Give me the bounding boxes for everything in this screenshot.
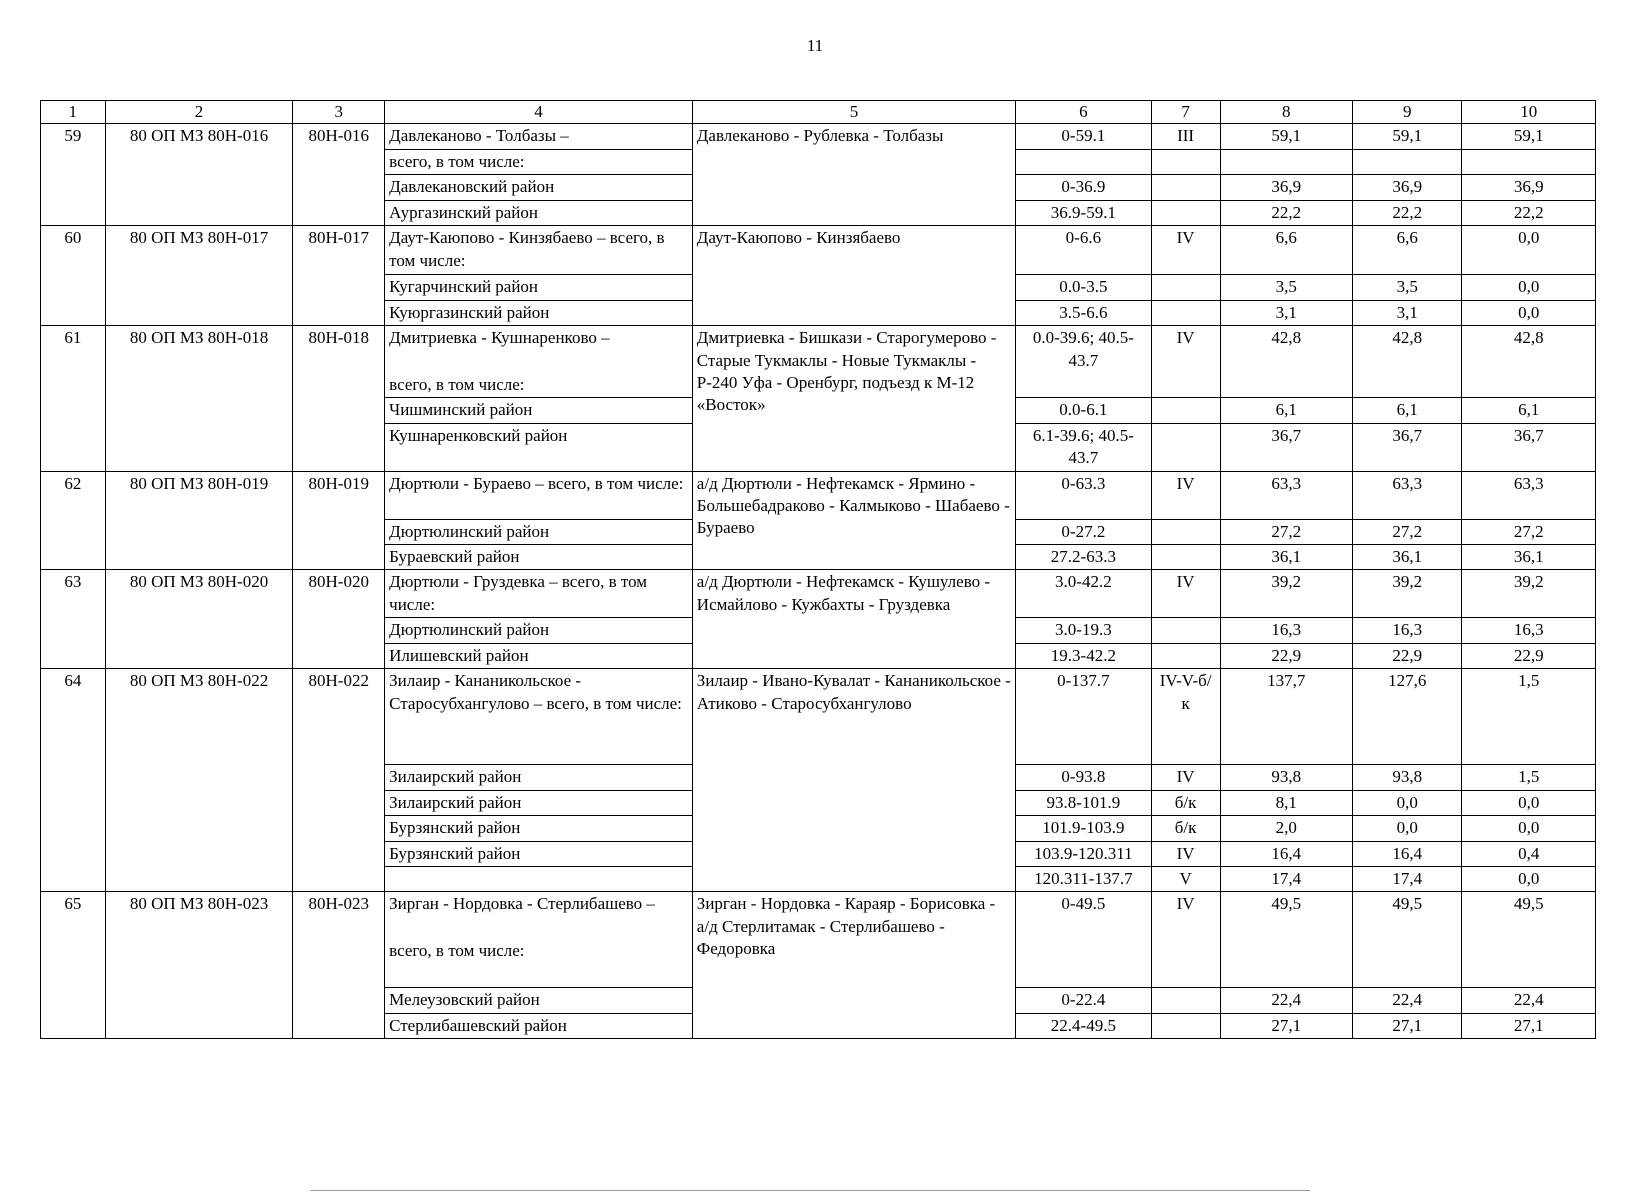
- value-cell-c10: 36,9: [1462, 175, 1596, 200]
- value-cell-c7: [1151, 275, 1220, 300]
- header-cell: 6: [1016, 101, 1152, 124]
- value-cell-c10: 0,4: [1462, 841, 1596, 866]
- road-code-cell: 80 ОП МЗ 80Н-017: [105, 226, 293, 326]
- road-name-cell: [385, 326, 693, 398]
- value-cell-c10: 1,5: [1462, 765, 1596, 790]
- road-name-text: Дюртюлинский район: [389, 521, 550, 541]
- value-cell-c7: IV: [1151, 570, 1220, 618]
- road-name-text: всего, в том числе:: [389, 940, 525, 960]
- road-name-text: Давлеканово - Толбазы –: [389, 126, 569, 146]
- value-cell-c10: 59,1: [1462, 124, 1596, 149]
- value-cell-c10: 49,5: [1462, 892, 1596, 988]
- road-name-text: Илишевский район: [389, 645, 529, 665]
- value-cell-c9: [1352, 149, 1462, 174]
- road-name-cell: [385, 816, 693, 841]
- value-cell-c7: [1151, 300, 1220, 325]
- value-cell-c9: 3,5: [1352, 275, 1462, 300]
- value-cell-c6: 0-59.1: [1016, 124, 1152, 149]
- road-name-text: Аургазинский район: [389, 202, 538, 222]
- road-code-cell: 80 ОП МЗ 80Н-020: [105, 570, 293, 669]
- value-cell-c10: 6,1: [1462, 398, 1596, 423]
- value-cell-c6: 0.0-6.1: [1016, 398, 1152, 423]
- value-cell-c9: 22,4: [1352, 988, 1462, 1013]
- header-cell: 3: [293, 101, 385, 124]
- road-code-cell: 80 ОП МЗ 80Н-019: [105, 471, 293, 570]
- value-cell-c10: 1,5: [1462, 669, 1596, 765]
- value-cell-c7: IV: [1151, 326, 1220, 398]
- header-cell: 5: [692, 101, 1015, 124]
- road-name-cell: [385, 765, 693, 790]
- value-cell-c7: [1151, 544, 1220, 569]
- value-cell-c8: 6,6: [1220, 226, 1352, 275]
- road-name-text: Бурзянский район: [389, 818, 521, 838]
- road-name-cell: [385, 669, 693, 765]
- value-cell-c8: [1220, 149, 1352, 174]
- value-cell-c8: 42,8: [1220, 326, 1352, 398]
- road-code-cell: 80 ОП МЗ 80Н-018: [105, 326, 293, 471]
- value-cell-c7: IV: [1151, 226, 1220, 275]
- value-cell-c8: 3,1: [1220, 300, 1352, 325]
- road-name-cell: [385, 175, 693, 200]
- road-name-text: Дюртюли - Груздевка – всего, в том числе:: [389, 572, 648, 614]
- scan-edge-line: [310, 1190, 1310, 1191]
- value-cell-c10: 63,3: [1462, 471, 1596, 519]
- value-cell-c6: 0.0-39.6; 40.5-43.7: [1016, 326, 1152, 398]
- value-cell-c8: 39,2: [1220, 570, 1352, 618]
- road-name-cell: [385, 988, 693, 1013]
- road-short-code-cell: 80Н-022: [293, 669, 385, 892]
- value-cell-c6: 103.9-120.311: [1016, 841, 1152, 866]
- value-cell-c6: 22.4-49.5: [1016, 1013, 1152, 1038]
- value-cell-c6: 101.9-103.9: [1016, 816, 1152, 841]
- value-cell-c9: 36,7: [1352, 423, 1462, 471]
- value-cell-c7: III: [1151, 124, 1220, 149]
- route-description-cell: Даут-Каюпово - Кинзябаево: [692, 226, 1015, 326]
- road-code-cell: 80 ОП МЗ 80Н-023: [105, 892, 293, 1039]
- road-name-cell: [385, 570, 693, 618]
- value-cell-c9: 0,0: [1352, 816, 1462, 841]
- value-cell-c7: IV-V-б/к: [1151, 669, 1220, 765]
- value-cell-c9: 36,1: [1352, 544, 1462, 569]
- value-cell-c7: б/к: [1151, 790, 1220, 815]
- value-cell-c7: [1151, 149, 1220, 174]
- road-code-cell: 80 ОП МЗ 80Н-016: [105, 124, 293, 226]
- table-row: [41, 226, 1596, 275]
- road-name-cell: [385, 300, 693, 325]
- route-description-cell: Зилаир - Ивано-Кувалат - Кананикольское - Атиково - Старосубхангулово: [692, 669, 1015, 892]
- value-cell-c7: [1151, 618, 1220, 643]
- value-cell-c10: 27,1: [1462, 1013, 1596, 1038]
- value-cell-c10: 42,8: [1462, 326, 1596, 398]
- spacer: [389, 350, 688, 374]
- table-row: [41, 124, 1596, 149]
- road-short-code-cell: 80Н-017: [293, 226, 385, 326]
- value-cell-c9: 93,8: [1352, 765, 1462, 790]
- value-cell-c6: 6.1-39.6; 40.5-43.7: [1016, 423, 1152, 471]
- header-cell: 1: [41, 101, 106, 124]
- road-name-text: Кугарчинский район: [389, 277, 539, 297]
- road-name-cell: [385, 643, 693, 668]
- route-description-cell: Давлеканово - Рублевка - Толбазы: [692, 124, 1015, 226]
- value-cell-c10: 0,0: [1462, 275, 1596, 300]
- row-number-cell: 65: [41, 892, 106, 1039]
- road-name-cell: [385, 544, 693, 569]
- header-cell: 8: [1220, 101, 1352, 124]
- value-cell-c7: IV: [1151, 471, 1220, 519]
- road-name-text: Бураевский район: [389, 546, 520, 566]
- value-cell-c7: IV: [1151, 841, 1220, 866]
- value-cell-c8: 93,8: [1220, 765, 1352, 790]
- value-cell-c8: 59,1: [1220, 124, 1352, 149]
- route-description-cell: а/д Дюртюли - Нефтекамск - Ярмино - Большебадраково - Калмыково - Шабаево - Бураево: [692, 471, 1015, 570]
- value-cell-c6: 0-22.4: [1016, 988, 1152, 1013]
- value-cell-c7: [1151, 1013, 1220, 1038]
- value-cell-c8: 49,5: [1220, 892, 1352, 988]
- table-row: [41, 570, 1596, 618]
- value-cell-c10: 27,2: [1462, 519, 1596, 544]
- value-cell-c8: 17,4: [1220, 867, 1352, 892]
- value-cell-c9: 63,3: [1352, 471, 1462, 519]
- value-cell-c8: 22,9: [1220, 643, 1352, 668]
- road-name-text: Дюртюлинский район: [389, 620, 550, 640]
- road-name-cell: [385, 1013, 693, 1038]
- road-name-text: Бурзянский район: [389, 843, 521, 863]
- road-name-cell: [385, 124, 693, 149]
- table-row: [41, 669, 1596, 765]
- road-name-cell: [385, 618, 693, 643]
- header-row: [41, 101, 1596, 124]
- road-name-cell: [385, 790, 693, 815]
- value-cell-c6: 120.311-137.7: [1016, 867, 1152, 892]
- road-short-code-cell: 80Н-018: [293, 326, 385, 471]
- header-cell: 4: [385, 101, 693, 124]
- road-name-cell: [385, 892, 693, 988]
- value-cell-c10: 36,1: [1462, 544, 1596, 569]
- value-cell-c9: 16,4: [1352, 841, 1462, 866]
- road-name-cell: [385, 471, 693, 519]
- value-cell-c7: [1151, 175, 1220, 200]
- value-cell-c6: 3.0-19.3: [1016, 618, 1152, 643]
- road-code-cell: 80 ОП МЗ 80Н-022: [105, 669, 293, 892]
- value-cell-c7: б/к: [1151, 816, 1220, 841]
- value-cell-c9: 16,3: [1352, 618, 1462, 643]
- road-name-text: всего, в том числе:: [389, 151, 525, 171]
- road-name-text: Стерлибашевский район: [389, 1015, 567, 1035]
- value-cell-c9: 22,2: [1352, 200, 1462, 225]
- route-description-cell: а/д Дюртюли - Нефтекамск - Кушулево - Исмайлово - Кужбахты - Груздевка: [692, 570, 1015, 669]
- header-cell: 7: [1151, 101, 1220, 124]
- value-cell-c6: 93.8-101.9: [1016, 790, 1152, 815]
- road-short-code-cell: 80Н-023: [293, 892, 385, 1039]
- road-name-cell: [385, 398, 693, 423]
- road-short-code-cell: 80Н-019: [293, 471, 385, 570]
- value-cell-c6: 0-6.6: [1016, 226, 1152, 275]
- road-name-text: Дюртюли - Бураево – всего, в том числе:: [389, 473, 684, 493]
- value-cell-c10: 0,0: [1462, 816, 1596, 841]
- road-name-cell: [385, 841, 693, 866]
- value-cell-c9: 127,6: [1352, 669, 1462, 765]
- table-row: [41, 892, 1596, 988]
- road-name-cell: [385, 200, 693, 225]
- value-cell-c6: 0.0-3.5: [1016, 275, 1152, 300]
- value-cell-c6: 19.3-42.2: [1016, 643, 1152, 668]
- value-cell-c7: [1151, 643, 1220, 668]
- road-name-text: Зилаирский район: [389, 792, 522, 812]
- value-cell-c8: 16,4: [1220, 841, 1352, 866]
- value-cell-c8: 6,1: [1220, 398, 1352, 423]
- road-name-text: Куюргазинский район: [389, 302, 550, 322]
- value-cell-c7: [1151, 423, 1220, 471]
- table-row: [41, 471, 1596, 519]
- road-name-text: Зилаирский район: [389, 767, 522, 787]
- road-name-text: Мелеузовский район: [389, 990, 540, 1010]
- road-name-text: Давлекановский район: [389, 177, 555, 197]
- row-number-cell: 61: [41, 326, 106, 471]
- row-number-cell: 62: [41, 471, 106, 570]
- value-cell-c9: 39,2: [1352, 570, 1462, 618]
- row-number-cell: 60: [41, 226, 106, 326]
- value-cell-c7: IV: [1151, 892, 1220, 988]
- road-name-text: Зилаир - Кананикольское - Старосубхангулово – всего, в том числе:: [389, 671, 682, 713]
- value-cell-c9: 42,8: [1352, 326, 1462, 398]
- value-cell-c6: 36.9-59.1: [1016, 200, 1152, 225]
- page-number: 11: [806, 36, 824, 55]
- value-cell-c9: 3,1: [1352, 300, 1462, 325]
- value-cell-c10: [1462, 149, 1596, 174]
- value-cell-c10: 0,0: [1462, 300, 1596, 325]
- value-cell-c10: 0,0: [1462, 867, 1596, 892]
- value-cell-c8: 16,3: [1220, 618, 1352, 643]
- value-cell-c6: 0-27.2: [1016, 519, 1152, 544]
- value-cell-c7: [1151, 519, 1220, 544]
- value-cell-c8: 36,7: [1220, 423, 1352, 471]
- header-cell: 9: [1352, 101, 1462, 124]
- value-cell-c8: 2,0: [1220, 816, 1352, 841]
- value-cell-c6: 0-93.8: [1016, 765, 1152, 790]
- value-cell-c8: 22,2: [1220, 200, 1352, 225]
- value-cell-c8: 36,1: [1220, 544, 1352, 569]
- value-cell-c10: 22,4: [1462, 988, 1596, 1013]
- value-cell-c10: 16,3: [1462, 618, 1596, 643]
- value-cell-c7: [1151, 398, 1220, 423]
- road-name-cell: [385, 423, 693, 471]
- value-cell-c9: 27,1: [1352, 1013, 1462, 1038]
- value-cell-c6: 0-36.9: [1016, 175, 1152, 200]
- route-description-cell: Дмитриевка - Бишкази - Старогумерово - Старые Тукмаклы - Новые Тукмаклы - Р-240 Уфа - Оренбург, подъезд к М-12 «Восток»: [692, 326, 1015, 471]
- value-cell-c9: 22,9: [1352, 643, 1462, 668]
- value-cell-c9: 6,6: [1352, 226, 1462, 275]
- table-row: [41, 326, 1596, 398]
- value-cell-c7: [1151, 200, 1220, 225]
- road-name-text: Даут-Каюпово - Кинзябаево – всего, в том числе:: [389, 228, 665, 270]
- value-cell-c6: [1016, 149, 1152, 174]
- value-cell-c6: 0-63.3: [1016, 471, 1152, 519]
- road-name-cell: [385, 275, 693, 300]
- value-cell-c6: 3.0-42.2: [1016, 570, 1152, 618]
- value-cell-c8: 22,4: [1220, 988, 1352, 1013]
- road-name-text: всего, в том числе:: [389, 374, 525, 394]
- value-cell-c8: 36,9: [1220, 175, 1352, 200]
- road-name-cell: [385, 149, 693, 174]
- value-cell-c10: 36,7: [1462, 423, 1596, 471]
- value-cell-c7: [1151, 988, 1220, 1013]
- value-cell-c9: 59,1: [1352, 124, 1462, 149]
- value-cell-c8: 63,3: [1220, 471, 1352, 519]
- value-cell-c9: 36,9: [1352, 175, 1462, 200]
- value-cell-c8: 8,1: [1220, 790, 1352, 815]
- header-cell: 10: [1462, 101, 1596, 124]
- value-cell-c8: 137,7: [1220, 669, 1352, 765]
- road-short-code-cell: 80Н-020: [293, 570, 385, 669]
- road-name-cell: [385, 867, 693, 892]
- road-name-text: Чишминский район: [389, 400, 533, 420]
- road-name-cell: [385, 226, 693, 275]
- value-cell-c9: 27,2: [1352, 519, 1462, 544]
- value-cell-c10: 39,2: [1462, 570, 1596, 618]
- row-number-cell: 63: [41, 570, 106, 669]
- value-cell-c7: V: [1151, 867, 1220, 892]
- value-cell-c9: 49,5: [1352, 892, 1462, 988]
- value-cell-c8: 3,5: [1220, 275, 1352, 300]
- value-cell-c9: 6,1: [1352, 398, 1462, 423]
- road-name-text: Дмитриевка - Кушнаренково –: [389, 328, 610, 348]
- value-cell-c10: 22,9: [1462, 643, 1596, 668]
- spacer: [389, 916, 688, 940]
- route-description-cell: Зирган - Нордовка - Караяр - Борисовка - а/д Стерлитамак - Стерлибашево - Федоровка: [692, 892, 1015, 1039]
- value-cell-c6: 0-49.5: [1016, 892, 1152, 988]
- value-cell-c6: 3.5-6.6: [1016, 300, 1152, 325]
- row-number-cell: 59: [41, 124, 106, 226]
- roads-table: [40, 100, 1596, 1039]
- road-name-cell: [385, 519, 693, 544]
- value-cell-c6: 0-137.7: [1016, 669, 1152, 765]
- value-cell-c10: 0,0: [1462, 790, 1596, 815]
- road-short-code-cell: 80Н-016: [293, 124, 385, 226]
- value-cell-c6: 27.2-63.3: [1016, 544, 1152, 569]
- value-cell-c10: 22,2: [1462, 200, 1596, 225]
- value-cell-c7: IV: [1151, 765, 1220, 790]
- value-cell-c8: 27,2: [1220, 519, 1352, 544]
- row-number-cell: 64: [41, 669, 106, 892]
- value-cell-c9: 0,0: [1352, 790, 1462, 815]
- value-cell-c10: 0,0: [1462, 226, 1596, 275]
- value-cell-c8: 27,1: [1220, 1013, 1352, 1038]
- road-name-text: Кушнаренковский район: [389, 425, 568, 445]
- value-cell-c9: 17,4: [1352, 867, 1462, 892]
- header-cell: 2: [105, 101, 293, 124]
- road-name-text: Зирган - Нордовка - Стерлибашево –: [389, 894, 655, 914]
